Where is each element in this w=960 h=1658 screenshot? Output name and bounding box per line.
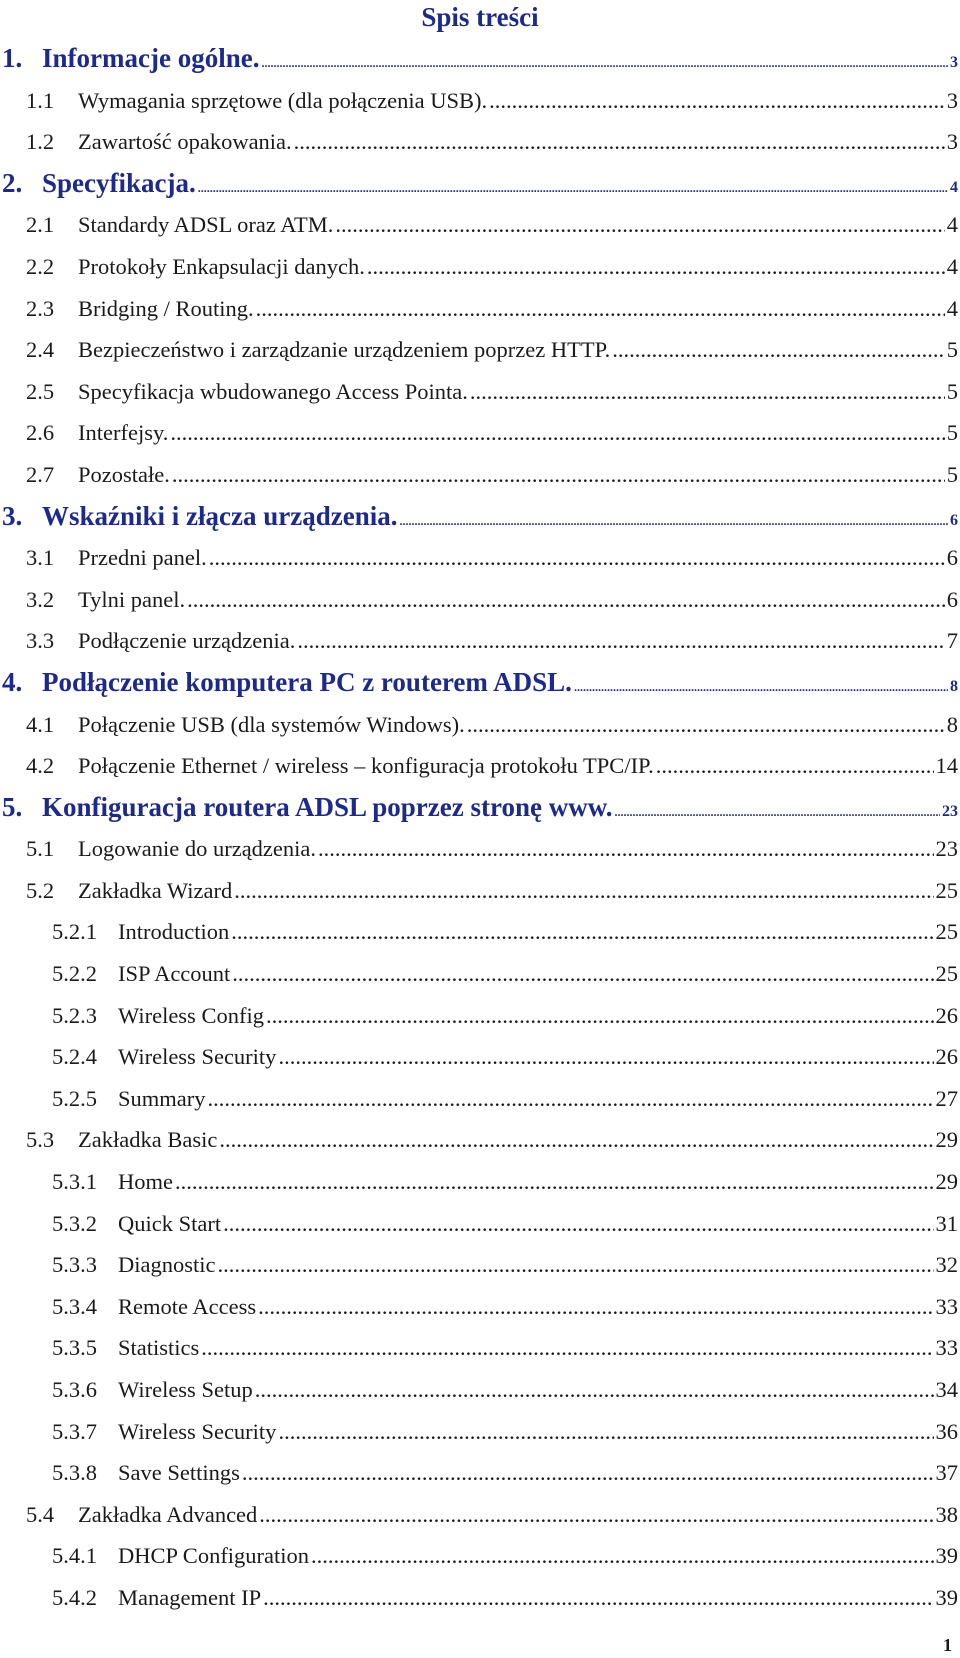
- toc-entry-level-3[interactable]: [0, 1577, 960, 1619]
- toc-entry-label: Introduction: [118, 919, 230, 945]
- toc-dot-leader: [234, 870, 933, 912]
- toc-entry-level-1[interactable]: [0, 496, 960, 538]
- toc-entry-number: 2.3: [26, 295, 55, 321]
- toc-entry-label: Pozostałe.: [78, 461, 170, 487]
- toc-entry-page: 36: [935, 1418, 958, 1444]
- toc-entry-level-3[interactable]: [0, 1036, 960, 1078]
- toc-entry-label: ISP Account: [118, 961, 231, 987]
- toc-entry-label: Specyfikacja wbudowanego Access Pointa.: [78, 378, 468, 404]
- toc-dot-leader: [187, 579, 945, 621]
- toc-dot-leader: [470, 371, 945, 413]
- toc-entry-page: 25: [935, 961, 958, 987]
- toc-entry-label: DHCP Configuration: [118, 1543, 310, 1569]
- toc-dot-leader: [258, 1286, 933, 1328]
- toc-entry-number: 5.4: [26, 1501, 55, 1527]
- toc-entry-page: 3: [946, 87, 958, 113]
- toc-entry-level-2[interactable]: [0, 704, 960, 746]
- toc-entry-label: Wireless Config: [118, 1002, 264, 1028]
- toc-entry-number: 2.2: [26, 253, 55, 279]
- toc-entry-page: 31: [935, 1210, 958, 1236]
- toc-entry-level-2[interactable]: [0, 371, 960, 413]
- toc-entry-label: Wymagania sprzętowe (dla połączenia USB).: [78, 87, 488, 113]
- toc-entry-level-2[interactable]: [0, 412, 960, 454]
- toc-entry-number: 5.2.5: [52, 1085, 97, 1111]
- toc-entry-level-2[interactable]: [0, 204, 960, 246]
- toc-entry-number: 1.1: [26, 87, 55, 113]
- toc-entry-label: Zakładka Advanced: [78, 1501, 258, 1527]
- toc-entry-number: 5.3.7: [52, 1418, 97, 1444]
- toc-dot-leader: [656, 745, 934, 787]
- toc-entry-number: 5.4.2: [52, 1584, 97, 1610]
- toc-entry-number: 5.4.1: [52, 1543, 97, 1569]
- toc-entry-level-1[interactable]: [0, 38, 960, 80]
- toc-dot-leader: [201, 1327, 933, 1369]
- toc-dot-leader: [263, 1577, 933, 1619]
- toc-entry-label: Wskaźniki i złącza urządzenia.: [42, 500, 398, 531]
- toc-dot-leader: [574, 667, 948, 709]
- toc-dot-leader: [198, 168, 948, 210]
- toc-dot-leader: [208, 1078, 934, 1120]
- toc-entry-label: Wireless Security: [118, 1418, 277, 1444]
- toc-entry-number: 3.2: [26, 586, 55, 612]
- toc-entry-number: 4.2: [26, 753, 55, 779]
- toc-dot-leader: [612, 329, 945, 371]
- toc-entry-number: 5.3.3: [52, 1252, 97, 1278]
- toc-entry-level-2[interactable]: [0, 745, 960, 787]
- toc-entry-number: 5.2.4: [52, 1044, 97, 1070]
- toc-entry-level-3[interactable]: [0, 1161, 960, 1203]
- toc-entry-label: Remote Access: [118, 1293, 257, 1319]
- toc-entry-page: 4: [946, 295, 958, 321]
- toc-entry-label: Zakładka Basic: [78, 1127, 218, 1153]
- toc-entry-level-2[interactable]: [0, 1119, 960, 1161]
- toc-entry-level-2[interactable]: [0, 537, 960, 579]
- toc-entry-level-3[interactable]: [0, 1327, 960, 1369]
- toc-entry-label: Logowanie do urządzenia.: [78, 836, 317, 862]
- toc-entry-page: 39: [935, 1543, 958, 1569]
- toc-dot-leader: [266, 995, 934, 1037]
- toc-dot-leader: [231, 911, 933, 953]
- toc-dot-leader: [242, 1452, 934, 1494]
- toc-entry-number: 4.: [2, 666, 23, 697]
- toc-entry-level-2[interactable]: [0, 620, 960, 662]
- toc-entry-level-2[interactable]: [0, 329, 960, 371]
- toc-entry-level-3[interactable]: [0, 1203, 960, 1245]
- toc-entry-page: 8: [950, 677, 958, 695]
- toc-dot-leader: [297, 620, 944, 662]
- toc-entry-page: 38: [935, 1501, 958, 1527]
- toc-dot-leader: [172, 454, 945, 496]
- toc-entry-number: 3.: [2, 500, 23, 531]
- toc-entry-number: 5.3.6: [52, 1377, 97, 1402]
- toc-entry-level-3[interactable]: [0, 995, 960, 1037]
- toc-dot-leader: [467, 704, 945, 746]
- toc-entry-page: 6: [950, 511, 958, 529]
- toc-dot-leader: [311, 1535, 933, 1577]
- toc-entry-page: 4: [946, 212, 958, 238]
- toc-entry-level-1[interactable]: [0, 787, 960, 829]
- toc-entry-label: Wireless Security: [118, 1044, 277, 1070]
- toc-entry-level-2[interactable]: [0, 828, 960, 870]
- toc-entry-label: Bridging / Routing.: [78, 295, 254, 321]
- toc-entry-page: 5: [946, 461, 958, 487]
- toc-dot-leader: [614, 792, 940, 834]
- toc-entry-level-3[interactable]: [0, 911, 960, 953]
- toc-entry-page: 25: [935, 877, 958, 903]
- toc-entry-level-3[interactable]: [0, 1535, 960, 1577]
- toc-title: Spis treści: [421, 2, 539, 32]
- toc-entry-number: 5.3.2: [52, 1210, 97, 1236]
- toc-entry-page: 3: [946, 129, 958, 155]
- toc-entry-level-3[interactable]: [0, 1369, 960, 1411]
- toc-entry-page: 25: [935, 919, 958, 945]
- toc-entry-level-2[interactable]: [0, 454, 960, 496]
- toc-entry-number: 5.3.1: [52, 1169, 97, 1195]
- toc-entry-label: Konfiguracja routera ADSL poprzez stronę www.: [42, 791, 613, 822]
- toc-entry-number: 5.2.2: [52, 961, 97, 987]
- toc-entry-page: 5: [946, 420, 958, 446]
- toc-entry-page: 5: [946, 378, 958, 404]
- toc-entry-level-2[interactable]: [0, 80, 960, 122]
- toc-entry-label: Przedni panel.: [78, 545, 207, 571]
- toc-dot-leader: [367, 246, 945, 288]
- toc-dot-leader: [278, 1411, 933, 1453]
- toc-entry-level-2[interactable]: [0, 1494, 960, 1536]
- toc-entry-level-3[interactable]: [0, 1411, 960, 1453]
- toc-entry-label: Tylni panel.: [78, 586, 186, 612]
- toc-entry-number: 5.3.8: [52, 1460, 97, 1486]
- toc-entry-page: 39: [935, 1584, 958, 1610]
- toc-entry-label: Interfejsy.: [78, 420, 169, 446]
- toc-entry-number: 5.1: [26, 836, 55, 862]
- toc-entry-label: Połączenie Ethernet / wireless – konfiguracja protokołu TPC/IP.: [78, 753, 654, 779]
- toc-entry-label: Save Settings: [118, 1460, 240, 1486]
- page-number: 1: [943, 1635, 952, 1655]
- toc-entry-number: 5.: [2, 791, 23, 822]
- toc-entry-level-2[interactable]: [0, 121, 960, 163]
- toc-dot-leader: [259, 1494, 933, 1536]
- toc-dot-leader: [217, 1244, 933, 1286]
- toc-dot-leader: [256, 288, 945, 330]
- toc-entry-page: 3: [950, 54, 958, 71]
- toc-entry-number: 5.2.1: [52, 919, 97, 945]
- toc-entry-label: Połączenie USB (dla systemów Windows).: [78, 711, 465, 737]
- toc-entry-number: 1.2: [26, 129, 55, 155]
- toc-dot-leader: [261, 43, 948, 85]
- toc-dot-leader: [489, 80, 945, 122]
- toc-entry-label: Quick Start: [118, 1210, 222, 1236]
- toc-entry-page: 6: [946, 545, 958, 571]
- toc-list: [0, 38, 960, 1619]
- toc-entry-number: 2.1: [26, 212, 55, 238]
- toc-entry-number: 2.6: [26, 420, 55, 446]
- toc-entry-number: 5.3: [26, 1127, 55, 1153]
- toc-entry-page: 33: [935, 1293, 958, 1319]
- toc-entry-label: Home: [118, 1169, 173, 1195]
- toc-entry-page: 4: [946, 253, 958, 279]
- toc-entry-page: 4: [950, 178, 958, 196]
- toc-entry-level-3[interactable]: [0, 953, 960, 995]
- toc-entry-page: 29: [935, 1127, 958, 1153]
- toc-entry-number: 2.5: [26, 378, 55, 404]
- toc-entry-page: 26: [935, 1044, 958, 1070]
- toc-entry-level-3[interactable]: [0, 1078, 960, 1120]
- toc-entry-level-3[interactable]: [0, 1452, 960, 1494]
- toc-entry-level-2[interactable]: [0, 870, 960, 912]
- toc-entry-page: 29: [935, 1169, 958, 1195]
- toc-entry-label: Zawartość opakowania.: [78, 129, 292, 155]
- toc-entry-label: Bezpieczeństwo i zarządzanie urządzeniem poprzez HTTP.: [78, 337, 611, 363]
- toc-entry-number: 3.1: [26, 545, 55, 571]
- toc-dot-leader: [278, 1036, 933, 1078]
- toc-entry-label: Statistics: [118, 1335, 200, 1361]
- toc-dot-leader: [255, 1369, 934, 1411]
- toc-entry-level-2[interactable]: [0, 246, 960, 288]
- toc-entry-level-1[interactable]: [0, 662, 960, 704]
- toc-dot-leader: [170, 412, 944, 454]
- toc-entry-label: Management IP: [118, 1584, 262, 1610]
- toc-dot-leader: [232, 953, 933, 995]
- toc-dot-leader: [318, 828, 933, 870]
- toc-entry-label: Diagnostic: [118, 1252, 216, 1278]
- toc-entry-page: 26: [935, 1002, 958, 1028]
- toc-entry-page: 37: [935, 1460, 958, 1486]
- toc-entry-label: Specyfikacja.: [42, 167, 196, 198]
- toc-entry-number: 1.: [2, 43, 23, 73]
- toc-entry-level-2[interactable]: [0, 579, 960, 621]
- toc-entry-page: 8: [946, 711, 958, 737]
- toc-entry-number: 5.3.4: [52, 1293, 97, 1319]
- toc-entry-level-2[interactable]: [0, 288, 960, 330]
- toc-entry-page: 7: [946, 628, 958, 654]
- toc-entry-number: 5.2.3: [52, 1002, 97, 1028]
- toc-entry-label: Summary: [118, 1085, 206, 1111]
- toc-entry-page: 27: [935, 1085, 958, 1111]
- toc-entry-page: 23: [942, 802, 958, 820]
- toc-entry-label: Podłączenie urządzenia.: [78, 628, 296, 654]
- toc-entry-page: 32: [935, 1252, 958, 1278]
- toc-entry-page: 6: [946, 586, 958, 612]
- toc-entry-number: 3.3: [26, 628, 55, 654]
- toc-entry-label: Wireless Setup: [118, 1377, 253, 1402]
- toc-entry-label: Informacje ogólne.: [42, 43, 260, 73]
- toc-entry-level-3[interactable]: [0, 1244, 960, 1286]
- toc-entry-label: Standardy ADSL oraz ATM.: [78, 212, 334, 238]
- toc-dot-leader: [223, 1203, 933, 1245]
- toc-dot-leader: [219, 1119, 933, 1161]
- toc-entry-page: 34: [935, 1377, 958, 1402]
- toc-dot-leader: [399, 501, 948, 543]
- toc-entry-label: Zakładka Wizard: [78, 877, 233, 903]
- toc-entry-level-3[interactable]: [0, 1286, 960, 1328]
- toc-entry-number: 5.2: [26, 877, 55, 903]
- toc-entry-page: 23: [935, 836, 958, 862]
- toc-entry-level-1[interactable]: [0, 163, 960, 205]
- toc-entry-page: 14: [935, 753, 958, 779]
- toc-entry-number: 4.1: [26, 711, 55, 737]
- toc-entry-label: Podłączenie komputera PC z routerem ADSL.: [42, 666, 572, 697]
- toc-entry-page: 33: [935, 1335, 958, 1361]
- toc-dot-leader: [335, 204, 944, 246]
- toc-dot-leader: [209, 537, 945, 579]
- toc-entry-number: 5.3.5: [52, 1335, 97, 1361]
- toc-entry-number: 2.: [2, 167, 23, 198]
- toc-entry-number: 2.4: [26, 337, 55, 363]
- toc-dot-leader: [175, 1161, 934, 1203]
- toc-entry-label: Protokoły Enkapsulacji danych.: [78, 253, 365, 279]
- toc-entry-page: 5: [946, 337, 958, 363]
- toc-entry-number: 2.7: [26, 461, 55, 487]
- toc-dot-leader: [294, 121, 945, 163]
